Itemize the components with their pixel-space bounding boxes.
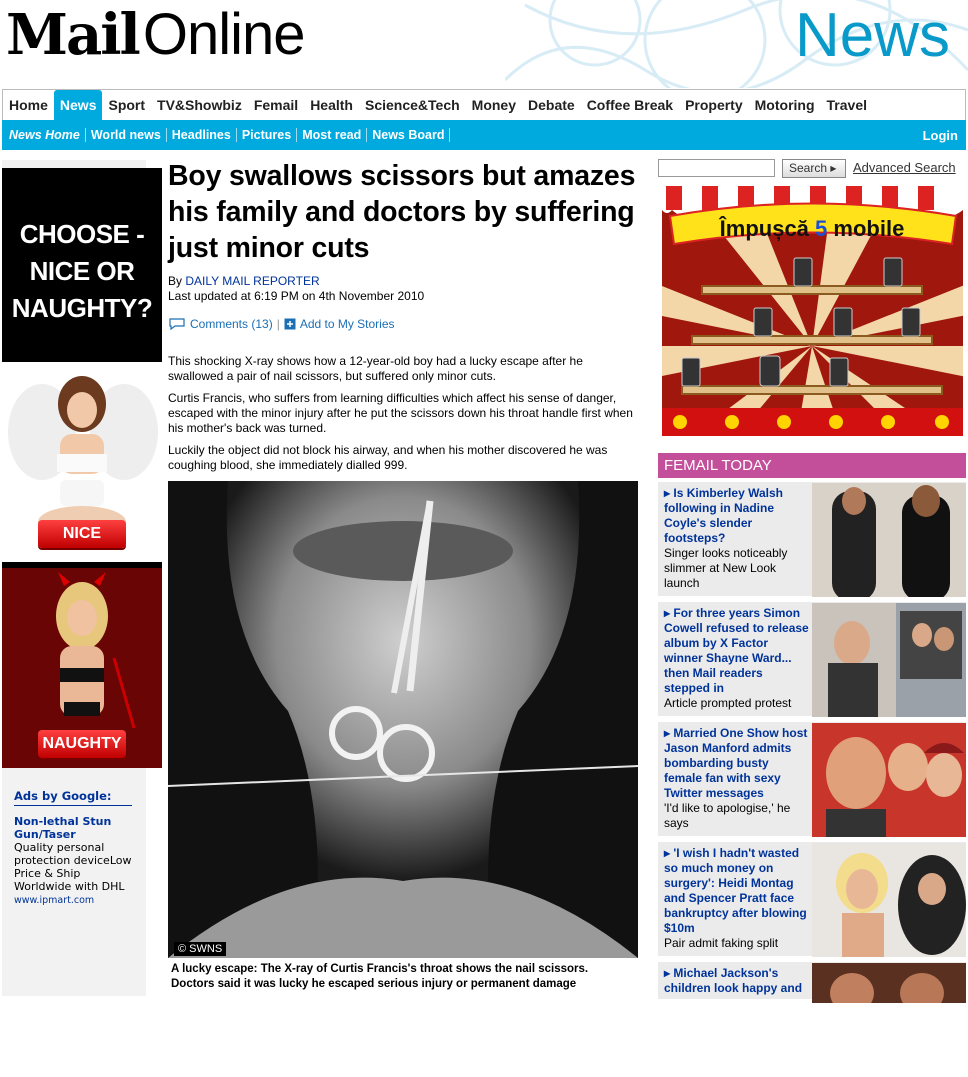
femail-photo-2 (812, 603, 966, 717)
femail-item-image[interactable] (812, 603, 966, 717)
femail-item-text (664, 726, 810, 831)
femail-today-header[interactable]: FEMAIL TODAY (658, 453, 966, 478)
article-paragraph: Luckily the object did not block his airway, and when his mother discovered he was coughing blood, she immediately dialled 999. (168, 443, 608, 472)
subnav-pictures[interactable]: Pictures (237, 128, 297, 142)
femail-item[interactable] (658, 722, 966, 839)
subnav-headlines[interactable]: Headlines (167, 128, 237, 142)
femail-item-text (664, 606, 810, 711)
ad-headline-line: CHOOSE - (19, 219, 145, 249)
femail-item-image[interactable] (812, 963, 966, 1077)
nav-tab-tvshowbiz[interactable]: TV&Showbiz (157, 97, 242, 113)
image-caption: A lucky escape: The X-ray of Curtis Francis's throat shows the nail scissors. Doctors said it was lucky he escaped serious injury or permanent damage (171, 963, 589, 990)
byline-prefix: By (168, 274, 183, 288)
add-stories-icon (284, 318, 296, 330)
femail-item-desc: Article prompted protest (664, 696, 792, 710)
arrow-right-icon: ▸ (664, 606, 671, 620)
femail-item-text (664, 486, 810, 591)
femail-item[interactable] (658, 602, 966, 719)
google-ads (14, 790, 139, 907)
comment-icon (168, 318, 186, 330)
nice-button[interactable]: NICE (38, 520, 126, 548)
login-link[interactable]: Login (922, 127, 958, 143)
arrow-right-icon: ▸ (664, 846, 671, 860)
femail-item-title[interactable] (664, 846, 807, 935)
arrow-right-icon: ▸ (664, 726, 671, 740)
femail-item-title-text: 'I wish I hadn't wasted so much money on surgery': Heidi Montag and Spencer Pratt face bankruptcy after blowing $10m (664, 846, 807, 935)
last-updated: Last updated at 6:19 PM on 4th November 2010 (168, 289, 425, 303)
femail-item-desc: 'I'd like to apologise,' he says (664, 801, 791, 830)
google-ad-url[interactable]: www.ipmart.com (14, 895, 95, 906)
femail-photo-3 (812, 723, 966, 837)
femail-item[interactable] (658, 482, 966, 599)
femail-item[interactable] (658, 842, 966, 959)
article-headline: Boy swallows scissors but amazes his family and doctors by suffering just minor cuts (168, 160, 636, 264)
nav-tab-femail[interactable]: Femail (253, 97, 299, 113)
article-paragraph: This shocking X-ray shows how a 12-year-old boy had a lucky escape after he swallowed a pair of nail scissors, but suffered only minor cuts. (168, 354, 583, 383)
ad-naughty-panel[interactable] (2, 568, 162, 768)
subnav-news-home[interactable]: News Home (4, 128, 86, 142)
search-input[interactable] (658, 159, 775, 177)
banner-title-num: 5 (815, 216, 828, 241)
search-button-label: Search (789, 161, 828, 175)
nav-tab-home[interactable]: Home (9, 97, 48, 113)
femail-item-image[interactable] (812, 843, 966, 957)
google-ads-header[interactable]: Ads by Google: (14, 790, 132, 806)
image-credit: © SWNS (174, 942, 226, 956)
ad-headline (2, 216, 162, 327)
femail-item-title-text: Is Kimberley Walsh following in Nadine Coyle's slender footsteps? (664, 486, 783, 545)
nav-tab-motoring[interactable]: Motoring (754, 97, 815, 113)
nav-tab-sport[interactable]: Sport (108, 97, 146, 113)
nav-tab-news[interactable]: News (54, 90, 103, 120)
mobile-game-ad[interactable] (662, 186, 963, 436)
arrow-right-icon: ▸ (830, 161, 837, 175)
femail-item[interactable] (658, 962, 966, 1002)
google-ad-desc: Quality personal protection deviceLow Price & Ship Worldwide with DHL (14, 841, 132, 893)
subnav-world-news[interactable]: World news (86, 128, 167, 142)
site-search (658, 159, 968, 179)
femail-item-title[interactable] (664, 966, 802, 995)
ad-headline-line: NICE OR (29, 256, 135, 286)
xray-picture (168, 481, 638, 958)
femail-item-text (664, 966, 810, 996)
nav-tab-money[interactable]: Money (471, 97, 516, 113)
femail-item-desc: Singer looks noticeably slimmer at New Look launch (664, 546, 788, 590)
svg-text:Împușcă 5 mobile (719, 216, 905, 241)
article-byline (168, 274, 638, 304)
banner-artwork (662, 186, 963, 436)
masthead (0, 0, 968, 88)
logo-online: Online (142, 2, 305, 67)
xray-image[interactable] (168, 481, 638, 958)
femail-photo-5 (812, 963, 966, 1003)
femail-item-desc: Pair admit faking split (664, 936, 779, 950)
femail-item-title[interactable] (664, 486, 783, 545)
banner-title-a: Împușcă (719, 216, 809, 241)
nav-tab-debate[interactable]: Debate (528, 97, 575, 113)
subnav-news-board[interactable]: News Board (367, 128, 450, 142)
nav-tab-property[interactable]: Property (685, 97, 743, 113)
add-to-stories-link[interactable]: Add to My Stories (299, 317, 395, 331)
ad-headline-line: NAUGHTY? (11, 293, 153, 323)
femail-photo-1 (812, 483, 966, 597)
author-link[interactable]: DAILY MAIL REPORTER (185, 274, 320, 288)
tool-separator: | (276, 317, 280, 331)
subnav-most-read[interactable]: Most read (297, 128, 367, 142)
arrow-right-icon: ▸ (664, 486, 671, 500)
ad-nice-panel[interactable] (2, 362, 162, 562)
main-nav (2, 89, 966, 120)
google-ad-title[interactable]: Non-lethal Stun Gun/Taser (14, 815, 112, 841)
femail-item-image[interactable] (812, 483, 966, 597)
femail-item-image[interactable] (812, 723, 966, 837)
nav-tab-travel[interactable]: Travel (826, 97, 867, 113)
femail-item-title[interactable] (664, 726, 807, 800)
banner-title-b: mobile (833, 216, 905, 241)
naughty-button[interactable]: NAUGHTY (38, 730, 126, 758)
search-button[interactable] (782, 159, 846, 178)
femail-item-text (664, 846, 810, 951)
article-tools (168, 317, 638, 331)
section-title: News (794, 1, 950, 70)
femail-photo-4 (812, 843, 966, 957)
femail-item-title-text: Michael Jackson's children look happy and (664, 966, 803, 995)
femail-item-title[interactable] (664, 606, 809, 695)
sub-nav (2, 120, 966, 150)
femail-item-title-text: For three years Simon Cowell refused to release album by X Factor winner Shayne Ward... then Mail readers stepped in (664, 606, 809, 695)
article-paragraph: Curtis Francis, who suffers from learning difficulties which affect his sense of danger, escaped with the minor injury after he put the scissors down his throat handle first when his mother's back was turned. (168, 391, 633, 435)
logo-mail: Mail (6, 2, 139, 68)
article (168, 158, 638, 473)
advanced-search-link[interactable]: Advanced Search (853, 160, 956, 175)
nav-tab-sciencetech[interactable]: Science&Tech (364, 97, 460, 113)
nav-tab-health[interactable]: Health (310, 97, 353, 113)
femail-item-title-text: Married One Show host Jason Manford admits bombarding busty female fan with sexy Twitter messages (664, 726, 808, 800)
arrow-right-icon: ▸ (664, 966, 671, 980)
comments-link[interactable]: Comments (13) (190, 317, 273, 331)
mailonline-logo[interactable] (6, 2, 304, 68)
nav-tab-coffee-break[interactable]: Coffee Break (586, 97, 674, 113)
nice-naughty-ad[interactable] (2, 168, 162, 768)
